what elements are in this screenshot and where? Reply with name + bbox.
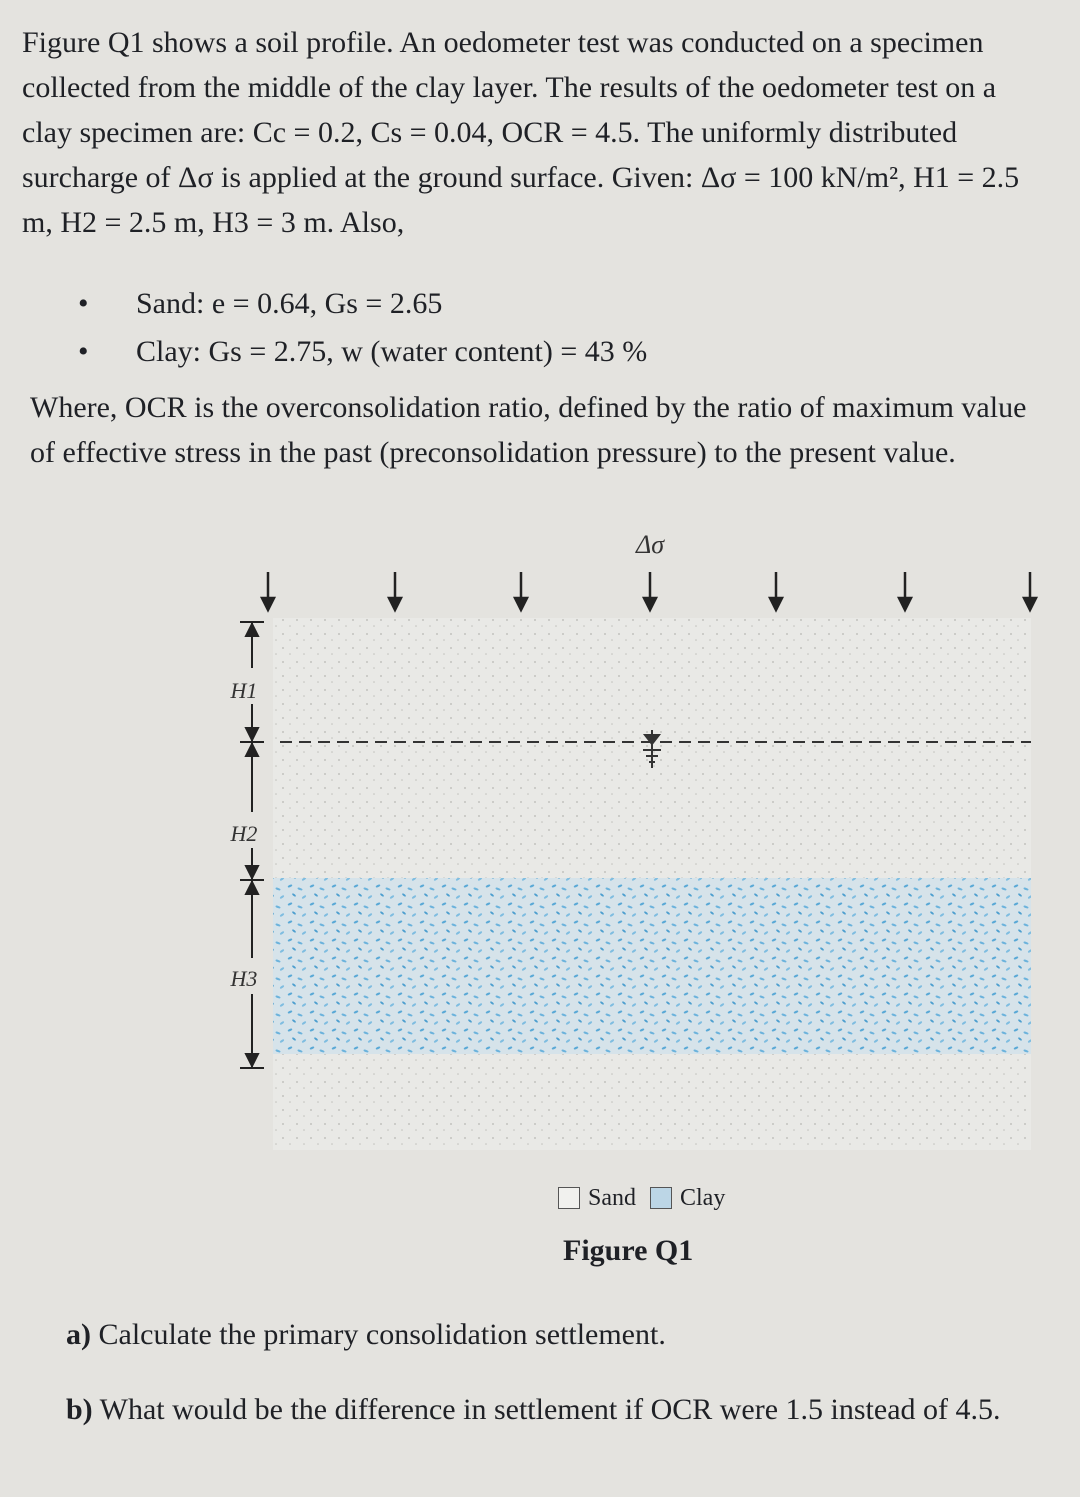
given-properties-list <box>60 280 1020 376</box>
load-arrow <box>899 572 911 610</box>
question-a-text: Calculate the primary consolidation settlement. <box>98 1318 666 1351</box>
sand-layer-bottom <box>273 1054 1031 1150</box>
question-a-label: a) <box>66 1318 91 1351</box>
surcharge-arrows <box>262 572 1036 610</box>
question-b-label: b) <box>66 1393 93 1426</box>
sand-swatch <box>558 1187 580 1209</box>
load-arrow <box>515 572 527 610</box>
sand-properties: • Sand: e = 0.64, Gs = 2.65 <box>60 280 1020 328</box>
load-arrow <box>770 572 782 610</box>
dimension-h3: H3 <box>230 966 258 991</box>
legend-sand-label: Sand <box>588 1184 636 1211</box>
question-a <box>66 1313 1046 1357</box>
ocr-definition: Where, OCR is the overconsolidation ratio, defined by the ratio of maximum value of effective stress in the past (preconsolidation pressure) to the present value. <box>30 391 1027 469</box>
load-arrow <box>1024 572 1036 610</box>
legend-clay-label: Clay <box>680 1184 726 1211</box>
clay-properties: • Clay: Gs = 2.75, w (water content) = 43 % <box>60 328 1020 376</box>
dimension-h2: H2 <box>230 821 258 846</box>
figure-caption: Figure Q1 <box>563 1234 694 1267</box>
surcharge-label: Δσ <box>635 530 665 559</box>
clay-swatch <box>650 1187 672 1209</box>
soil-profile-figure <box>0 520 1080 1180</box>
question-b-text: What would be the difference in settlement if OCR were 1.5 instead of 4.5. <box>99 1393 1001 1426</box>
load-arrow <box>389 572 401 610</box>
figure-legend <box>558 1180 725 1216</box>
question-b <box>66 1388 1046 1432</box>
clay-layer <box>273 878 1031 1054</box>
dimension-h1: H1 <box>230 678 258 703</box>
load-arrow <box>644 572 656 610</box>
problem-intro: Figure Q1 shows a soil profile. An oedometer test was conducted on a specimen collected from the middle of the clay layer. The results of the oedometer test on a clay specimen are: Cc = 0.2, Cs = 0.04, OCR = 4.5. The uniformly distributed surcharge of Δσ is applied at the ground surface. Given: Δσ = 100 kN/m², H1 = 2.5 m, H2 = 2.5 m, H3 = 3 m. Also, <box>22 26 1020 239</box>
load-arrow <box>262 572 274 610</box>
